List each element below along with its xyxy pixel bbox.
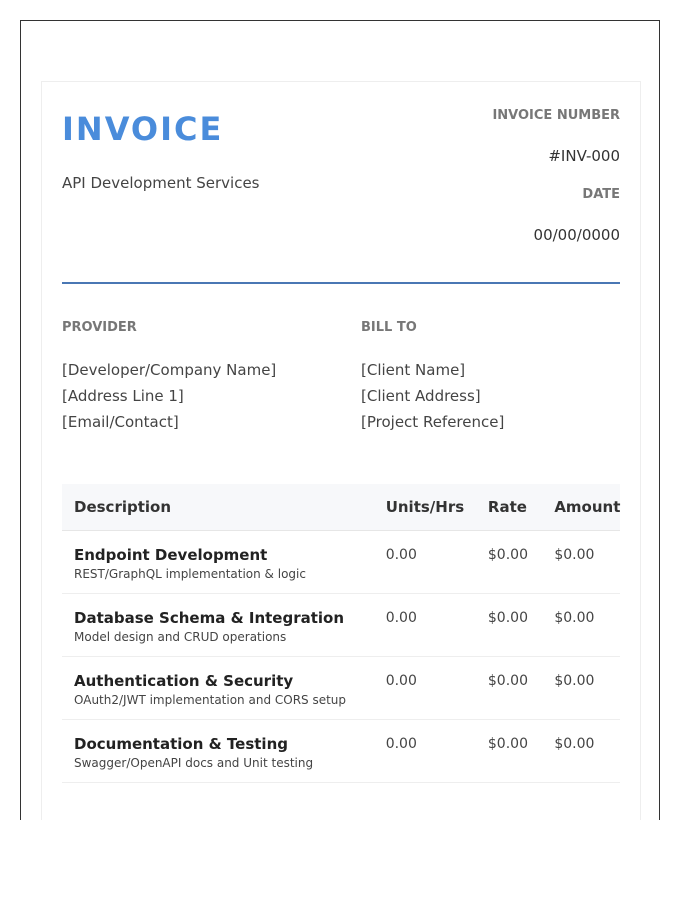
table-row — [62, 531, 620, 594]
invoice-header — [62, 82, 620, 284]
item-description — [62, 531, 374, 594]
item-description — [62, 657, 374, 720]
provider-address: [Address Line 1] — [62, 387, 184, 405]
item-detail: Swagger/OpenAPI docs and Unit testing — [74, 756, 314, 770]
item-amount: $0.00 — [542, 594, 620, 657]
invoice-card — [41, 81, 641, 820]
item-title: Database Schema & Integration — [74, 609, 345, 627]
document-frame — [20, 20, 660, 820]
table-row — [62, 720, 620, 783]
item-units: 0.00 — [374, 720, 476, 783]
column-header-rate: Rate — [476, 484, 542, 531]
provider-block — [62, 318, 322, 435]
column-header-description: Description — [62, 484, 374, 531]
item-description — [62, 594, 374, 657]
item-detail: REST/GraphQL implementation & logic — [74, 567, 306, 581]
parties-section — [62, 284, 620, 484]
invoice-number-value: #INV-000 — [548, 147, 620, 165]
invoice-number-label: INVOICE NUMBER — [492, 108, 620, 123]
item-title: Documentation & Testing — [74, 735, 288, 753]
table-row — [62, 657, 620, 720]
bill-to-block — [361, 318, 621, 435]
provider-name: [Developer/Company Name] — [62, 361, 277, 379]
item-title: Authentication & Security — [74, 672, 294, 690]
item-rate: $0.00 — [476, 531, 542, 594]
line-items-table — [62, 484, 620, 783]
item-amount: $0.00 — [542, 657, 620, 720]
item-detail: Model design and CRUD operations — [74, 630, 287, 644]
item-detail: OAuth2/JWT implementation and CORS setup — [74, 693, 347, 707]
table-header-row — [62, 484, 620, 531]
item-rate: $0.00 — [476, 594, 542, 657]
client-name: [Client Name] — [361, 361, 466, 379]
invoice-subtitle: API Development Services — [62, 174, 260, 192]
item-description — [62, 720, 374, 783]
invoice-title: INVOICE — [62, 110, 224, 148]
column-header-amount: Amount — [542, 484, 620, 531]
project-reference: [Project Reference] — [361, 413, 505, 431]
date-value: 00/00/0000 — [533, 226, 620, 244]
invoice-meta — [492, 106, 620, 264]
item-amount: $0.00 — [542, 720, 620, 783]
item-units: 0.00 — [374, 657, 476, 720]
bill-to-label: BILL TO — [361, 320, 417, 335]
date-label: DATE — [582, 187, 620, 202]
item-units: 0.00 — [374, 594, 476, 657]
item-rate: $0.00 — [476, 720, 542, 783]
provider-label: PROVIDER — [62, 320, 137, 335]
column-header-units: Units/Hrs — [374, 484, 476, 531]
provider-contact: [Email/Contact] — [62, 413, 179, 431]
table-row — [62, 594, 620, 657]
item-amount: $0.00 — [542, 531, 620, 594]
client-address: [Client Address] — [361, 387, 481, 405]
item-units: 0.00 — [374, 531, 476, 594]
item-title: Endpoint Development — [74, 546, 268, 564]
item-rate: $0.00 — [476, 657, 542, 720]
